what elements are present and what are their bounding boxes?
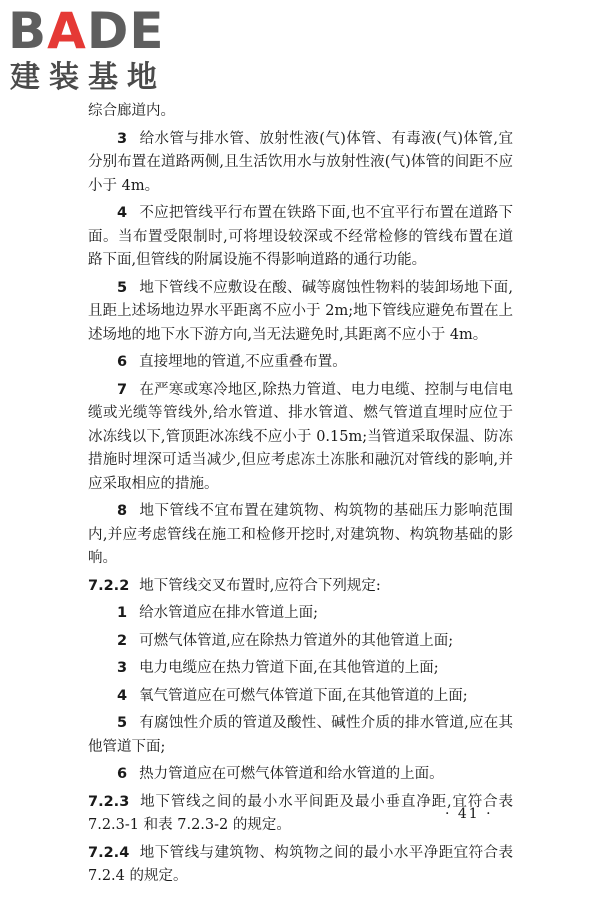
clause-item: 2 可燃气体管道,应在除热力管道外的其他管道上面; xyxy=(117,632,454,649)
clause-item: 8 地下管线不宜布置在建筑物、构筑物的基础压力影响范围内,并应考虑管线在施工和检修开挖时,对建筑物、构筑物基础的影响。 xyxy=(88,503,513,566)
document-body xyxy=(88,100,513,889)
clause-item: 5 有腐蚀性介质的管道及酸性、碱性介质的排水管道,应在其他管道下面; xyxy=(88,715,513,755)
clause-item: 4 氧气管道应在可燃气体管道下面,在其他管道的上面; xyxy=(117,687,468,704)
clause-item: 6 热力管道应在可燃气体管道和给水管道的上面。 xyxy=(117,766,444,782)
clause-item: 5 地下管线不应敷设在酸、碱等腐蚀性物料的装卸场地下面,且距上述场地边界水平距离不应小于 2m;地下管线应避免布置在上述场地的地下水下游方向,当无法避免时,其距离不应小于 4m。 xyxy=(88,279,513,343)
clause-item: 3 给水管与排水管、放射性液(气)体管、有毒液(气)体管,宜分别布置在道路两侧,且生活饮用水与放射性液(气)体管的间距不应小于 4m。 xyxy=(88,130,513,194)
logo-wordmark: BADE xyxy=(8,2,165,60)
logo-chinese-text: 建装基地 xyxy=(10,60,166,95)
clause-item: 6 直接埋地的管道,不应重叠布置。 xyxy=(117,354,347,370)
paragraph-continuation: 综合廊道内。 xyxy=(88,103,175,119)
bade-logo xyxy=(8,2,178,96)
clause-item: 7 在严寒或寒冷地区,除热力管道、电力电缆、控制与电信电缆或光缆等管线外,给水管道、排水管道、燃气管道直埋时应位于冰冻线以下,管顶距冰冻线不应小于 0.15m;当管道采取保温、防冻措施时埋深可适当减少,但应考虑冻土冻胀和融沉对管线的影响,并应采取相应的措施。 xyxy=(88,381,513,492)
clause-item: 1 给水管道应在排水管道上面; xyxy=(117,605,318,621)
page-number: · 41 · xyxy=(445,806,493,822)
section-7-2-3: 7.2.3 地下管线之间的最小水平间距及最小垂直净距,宜符合表 7.2.3-1 和表 7.2.3-2 的规定。 xyxy=(88,793,513,833)
section-7-2-4: 7.2.4 地下管线与建筑物、构筑物之间的最小水平净距宜符合表 7.2.4 的规定。 xyxy=(88,844,513,884)
clause-item: 4 不应把管线平行布置在铁路下面,也不宜平行布置在道路下面。当布置受限制时,可将埋设较深或不经常检修的管线布置在道路下面,但管线的附属设施不得影响道路的通行功能。 xyxy=(88,205,513,268)
clause-item: 3 电力电缆应在热力管道下面,在其他管道的上面; xyxy=(117,660,439,676)
section-7-2-2: 7.2.2 地下管线交叉布置时,应符合下列规定: xyxy=(88,577,381,594)
